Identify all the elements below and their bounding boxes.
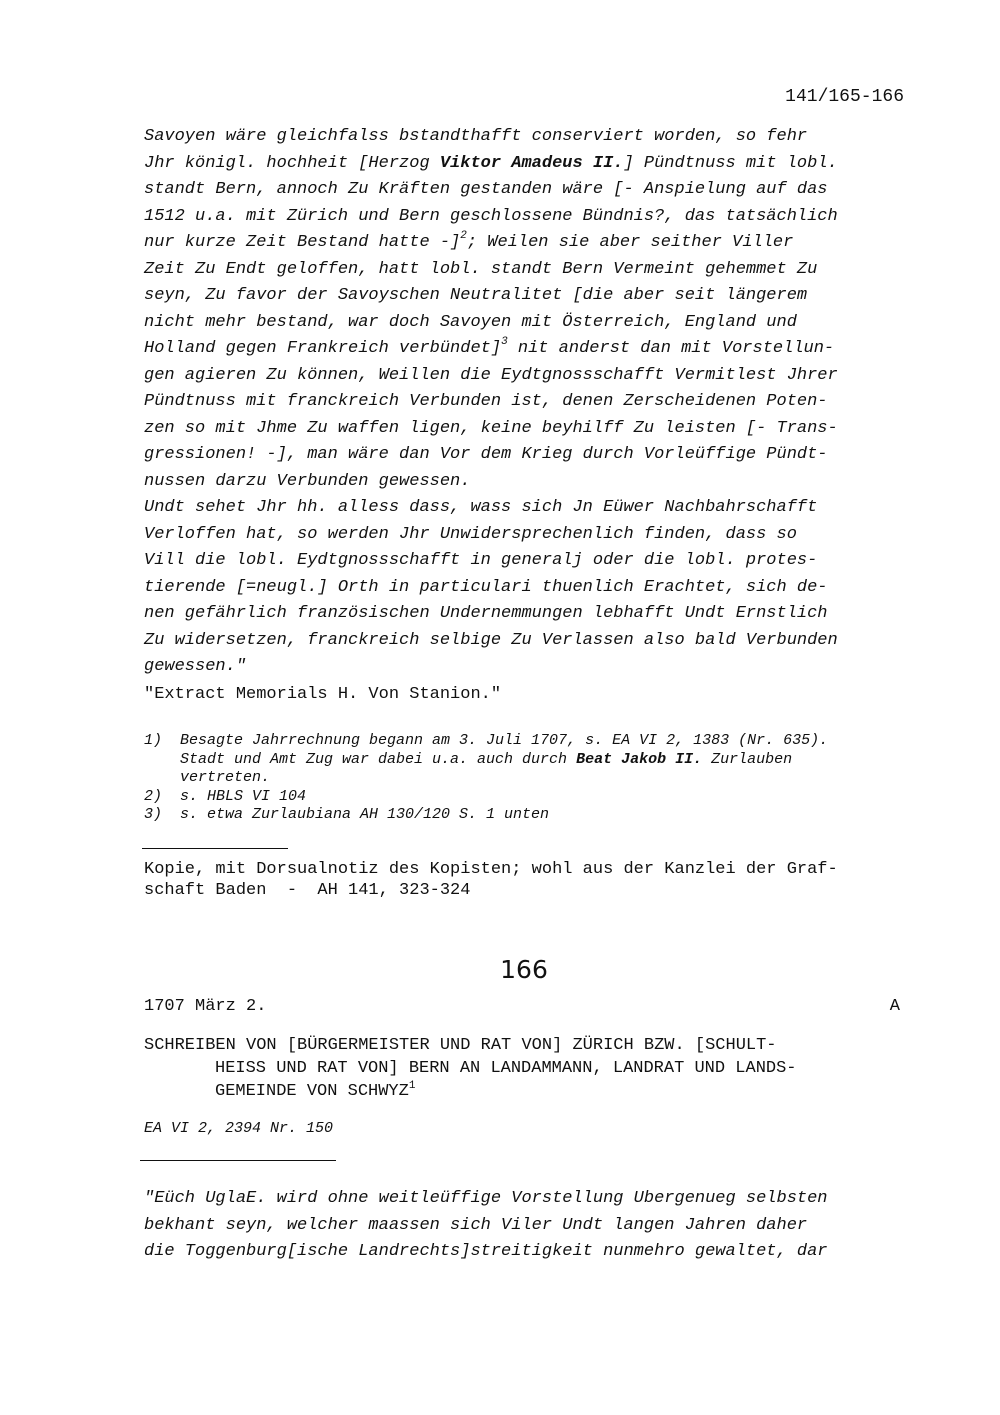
- body-line: Zu widersetzen, franckreich selbige Zu Verlassen also bald Verbunden: [144, 630, 838, 650]
- footnote-text: Besagte Jahrrechnung begann am 3. Juli 1707, s. EA VI 2, 1383 (Nr. 635). Stadt und Amt Zug war dabei u.a. auch durch Beat Jakob II. Zurlauben vertreten.: [180, 732, 829, 786]
- body-line: gressionen! -], man wäre dan Vor dem Krieg durch Vorleüffige Pündt-: [144, 445, 828, 464]
- main-body-text: [144, 124, 906, 681]
- body-line: nicht mehr bestand, war doch Savoyen mit Österreich, England und: [144, 312, 797, 332]
- footnote-text: s. etwa Zurlaubiana AH 130/120 S. 1 unten: [180, 806, 550, 823]
- body-line: nen gefährlich französischen Undernemmungen lebhafft Undt Ernstlich: [144, 604, 828, 623]
- body-line: nur kurze Zeit Bestand hatte -]$^2$; Weilen sie aber seither Viller: [144, 230, 794, 252]
- body-line: gewessen.": [144, 657, 247, 676]
- body-line: Zeit Zu Endt geloffen, hatt lobl. standt Bern Vermeint gehemmet Zu: [144, 259, 818, 279]
- title-line: GEMEINDE VON SCHWYZ$^1$: [215, 1080, 416, 1101]
- body-line: standt Bern, annoch Zu Kräften gestanden wäre [- Anspielung auf das: [144, 180, 828, 199]
- title-line: HEISS UND RAT VON] BERN AN LANDAMMANN, LANDRAT UND LANDS-: [215, 1059, 797, 1078]
- body-line: Undt sehet Jhr hh. alless dass, wass sich Jn Eüwer Nachbahrschafft: [144, 498, 818, 517]
- footnote-number: 1): [144, 732, 163, 749]
- footnote-item: [144, 806, 906, 825]
- quote-line: bekhant seyn, welcher maassen sich Viler Undt langen Jahren daher: [144, 1215, 808, 1235]
- footnote-number: 2): [144, 787, 163, 805]
- body-line: Pündtnuss mit franckreich Verbunden ist, denen Zerscheidenen Poten-: [144, 392, 828, 411]
- footnote-marker: 1: [408, 1080, 416, 1092]
- person-name-bold: Viktor Amadeus II.: [439, 153, 624, 173]
- quote-line: "Eüch UglaE. wird ohne weitleüffige Vorstellung Ubergenueg selbsten: [144, 1189, 828, 1208]
- title-line: SCHREIBEN VON [BÜRGERMEISTER UND RAT VON] ZÜRICH BZW. [SCHULT-: [144, 1036, 777, 1055]
- body-line: zen so mit Jhme Zu waffen ligen, keine beyhilff Zu leisten [- Trans-: [144, 418, 838, 438]
- footnote-marker: 3: [501, 336, 508, 348]
- page-reference: 141/165-166: [785, 87, 904, 107]
- footnote-item: [144, 732, 906, 788]
- date-line: [144, 997, 900, 1016]
- document-number: 166: [500, 955, 548, 984]
- footnote-text: s. HBLS VI 104: [180, 787, 307, 805]
- footnote-marker: 2: [460, 230, 467, 242]
- source-reference: EA VI 2, 2394 Nr. 150: [144, 1120, 334, 1137]
- document-marker: A: [889, 997, 900, 1016]
- body-line: seyn, Zu favor der Savoyschen Neutralitet [die aber seit längerem: [144, 286, 808, 305]
- body-line: Verloffen hat, so werden Jhr Unwidersprechenlich finden, dass so: [144, 524, 797, 544]
- body-line: Jhr königl. hochheit [Herzog Viktor Amadeus II.] Pündtnuss mit lobl.: [144, 153, 838, 173]
- quote-text: [144, 1186, 906, 1266]
- extract-line: "Extract Memorials H. Von Stanion.": [144, 685, 502, 704]
- divider: [140, 1160, 336, 1161]
- body-line: Holland gegen Frankreich verbündet]$^3$ nit anderst dan mit Vorstellun-: [144, 336, 835, 358]
- quote-line: die Toggenburg[ische Landrechts]streitigkeit nunmehro gewaltet, dar: [144, 1242, 828, 1261]
- document-title: [144, 1034, 906, 1103]
- person-name-bold: Beat Jakob II.: [576, 750, 703, 768]
- document-date: 1707 März 2.: [144, 997, 267, 1016]
- footnote-item: [144, 788, 906, 807]
- body-line: 1512 u.a. mit Zürich und Bern geschlossene Bündnis?, das tatsächlich: [144, 206, 838, 226]
- source-note: Kopie, mit Dorsualnotiz des Kopisten; wohl aus der Kanzlei der Graf- schaft Baden - AH 141, 323-324: [144, 860, 838, 900]
- footnote-number: 3): [144, 806, 163, 823]
- body-line: Savoyen wäre gleichfalss bstandthafft conserviert worden, so fehr: [144, 127, 808, 146]
- body-line: Vill die lobl. Eydtgnossschafft in generalj oder die lobl. protes-: [144, 551, 818, 570]
- footnotes: [144, 732, 906, 825]
- body-line: tierende [=neugl.] Orth in particulari thuenlich Erachtet, sich de-: [144, 577, 828, 597]
- body-line: gen agieren Zu können, Weillen die Eydtgnossschafft Vermitlest Jhrer: [144, 365, 838, 385]
- body-line: nussen darzu Verbunden gewessen.: [144, 471, 471, 491]
- divider: [142, 848, 288, 849]
